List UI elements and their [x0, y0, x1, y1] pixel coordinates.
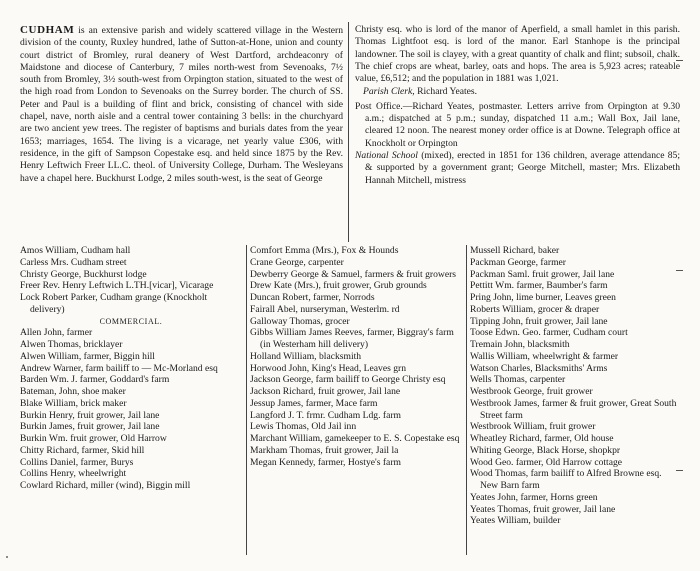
directory-entry: Comfort Emma (Mrs.), Fox & Hounds — [250, 245, 399, 256]
directory-entry: Lock Robert Parker, Cudham grange (Knockholt delivery) — [20, 292, 208, 315]
directory-entry: Lewis Thomas, Old Jail inn — [250, 421, 357, 433]
directory-entry: Jackson Richard, fruit grower, Jail lane — [250, 386, 401, 397]
directory-entry: Burkin Henry, fruit grower, Jail lane — [20, 409, 160, 421]
directory-entry: Yeates John, farmer, Horns green — [470, 491, 598, 503]
directory-entry: Horwood John, King's Head, Leaves grn — [250, 362, 406, 374]
parish-clerk-label: Parish Clerk, — [363, 86, 415, 98]
directory-entry: Dewberry George & Samuel, farmers & fruit growers — [250, 268, 457, 280]
directory-entry: Burkin James, fruit grower, Jail lane — [20, 421, 160, 433]
column-divider-1 — [246, 245, 247, 555]
school-text: (mixed), erected in 1851 for 136 children, average attendance 85; & supported by a government grant; George Mitchell, master; Mrs. Elizabeth Hannah Mitchell, mistress — [365, 149, 681, 186]
directory-entry: Wood Geo. farmer, Old Harrow cottage — [470, 456, 623, 468]
directory-entry: Pettitt Wm. farmer, Baumber's farm — [470, 280, 608, 292]
directory-entry: Packman Saml. fruit grower, Jail lane — [470, 268, 615, 280]
directory-entry: Markham Thomas, fruit grower, Jail la — [250, 444, 399, 456]
directory-entry: Gibbs William James Reeves, farmer, Biggray's farm (in Westerham hill delivery) — [250, 327, 454, 350]
directory-entry: Whiting George, Black Horse, shopkpr — [470, 444, 621, 456]
directory-entry: Langford J. T. frmr. Cudham Ldg. farm — [250, 409, 401, 421]
directory-entry: Jessup James, farmer, Mace farm — [250, 397, 378, 409]
directory-entry: Barden Wm. J. farmer, Goddard's farm — [20, 374, 170, 386]
directory-entry: Fairall Abel, nurseryman, Westerlm. rd — [250, 303, 400, 315]
directory-entry: Amos William, Cudham hall — [20, 245, 131, 256]
directory-entry: Marchant William, gamekeeper to E. S. Copestake esq — [250, 433, 460, 444]
directory-entry: Alwen William, farmer, Biggin hill — [20, 350, 155, 362]
directory-column-1 — [20, 245, 242, 492]
directory-entry: Carless Mrs. Cudham street — [20, 256, 127, 268]
directory-entry: Wells Thomas, carpenter — [470, 374, 566, 386]
directory-entry: Holland William, blacksmith — [250, 350, 362, 362]
parish-clerk-name: Richard Yeates. — [417, 86, 478, 98]
directory-entry: Galloway Thomas, grocer — [250, 315, 350, 327]
directory-entry: Cowlard Richard, miller (wind), Biggin mill — [20, 480, 191, 491]
parish-name: CUDHAM — [20, 24, 75, 36]
directory-entry: Alwen Thomas, bricklayer — [20, 339, 123, 350]
directory-entry: Westbrook George, fruit grower — [470, 386, 593, 397]
directory-entry: Duncan Robert, farmer, Norrods — [250, 292, 375, 303]
margin-tick — [676, 270, 683, 271]
directory-entry: Toose Edwn. Geo. farmer, Cudham court — [470, 327, 628, 339]
post-office-paragraph: Post Office.—Richard Yeates, postmaster. Letters arrive from Orpington at 9.30 a.m.; dispatched at 5 p.m.; sunday, dispatched 11 a.m.; Wall Box, Jail lane, cleared 12 noon. The nearest money order office is at Downe. Telegraph office at Knockholt or Orpington — [355, 100, 680, 149]
directory-entry: Westbrook William, fruit grower — [470, 421, 596, 433]
parish-description-left — [20, 24, 343, 185]
directory-entry: Crane George, carpenter — [250, 256, 344, 268]
directory-entry: Collins Daniel, farmer, Burys — [20, 456, 134, 468]
directory-entry: Chitty Richard, farmer, Skid hill — [20, 444, 145, 456]
directory-entry: Yeates William, builder — [470, 515, 561, 527]
column-divider-2 — [466, 245, 467, 555]
directory-entry: Burkin Wm. fruit grower, Old Harrow — [20, 433, 167, 444]
directory-entry: Jackson George, farm bailiff to George Christy esq — [250, 374, 446, 386]
directory-entry: Bateman, John, shoe maker — [20, 386, 126, 397]
directory-entry: Andrew Warner, farm bailiff to — Mc-Morland esq — [20, 362, 218, 374]
directory-entry: Tremain John, blacksmith — [470, 339, 570, 350]
column-divider-top — [348, 22, 349, 242]
directory-entry: Wood Thomas, farm bailiff to Alfred Browne esq. New Barn farm — [470, 468, 662, 491]
manor-paragraph: Christy esq. who is lord of the manor of Aperfield, a small hamlet in this parish. Thomas Lightfoot esq. is lord of the manor. Earl Stanhope is the principal landowner. The soil is clayey, with a great quantity of chalk and flint; subsoil, chalk. The chief crops are wheat, barley, oats and hops. The area is 5,923 acres; rateable value, £6,512; and the population in 1881 was 1,021. — [355, 24, 680, 85]
directory-entry: Megan Kennedy, farmer, Hostye's farm — [250, 456, 401, 468]
directory-entry: Blake William, brick maker — [20, 397, 127, 409]
directory-entry: Tipping John, fruit grower, Jail lane — [470, 315, 608, 327]
directory-entry: Wheatley Richard, farmer, Old house — [470, 433, 614, 444]
print-speck — [6, 556, 8, 558]
directory-entry: Roberts William, grocer & draper — [470, 303, 600, 315]
directory-entry: Christy George, Buckhurst lodge — [20, 268, 147, 280]
directory-entry: Drew Kate (Mrs.), fruit grower, Grub grounds — [250, 280, 427, 292]
parish-intro-text: is an extensive parish and widely scattered village in the Western division of the county, Ruxley hundred, lathe of Sutton-at-Hone, union and county court district of Bromley, rural deanery of West Dartford, archdeaconry of Maidstone and diocese of Canterbury, 7 miles north-west from Sevenoaks, 7½ south from Bromley, 3½ south-west from Orpington station, situated to the west of the high road from London to Sevenoaks on the Surrey border. The church of SS. Peter and Paul is a building of flint and brick, consisting of chancel with side chapel, nave, north aisle and a central tower containing 3 bells: in the churchyard are two ancient yew trees. The register of baptisms and burials dates from the year 1653; marriages, 1654. The living is a vicarage, net yearly value £306, with residence, in the gift of Sampson Copestake esq. and held since 1875 by the Rev. Henry Leftwich Freer LL.C. theol. of University College, Durham. The Wesleyans have a chapel here. Buckhurst Lodge, 2 miles south-west, is the seat of George — [20, 25, 343, 184]
directory-entry: Allen John, farmer — [20, 327, 93, 339]
margin-tick — [676, 60, 683, 61]
margin-tick — [676, 470, 683, 471]
section-heading: COMMERCIAL. — [99, 316, 163, 326]
directory-entry: Pring John, lime burner, Leaves green — [470, 292, 616, 303]
directory-entry: Collins Henry, wheelwright — [20, 468, 127, 480]
directory-entry: Packman George, farmer — [470, 256, 566, 268]
parish-clerk-line — [355, 86, 680, 98]
directory-entry: Westbrook James, farmer & fruit grower, Great South Street farm — [470, 397, 677, 421]
directory-entry: Wallis William, wheelwright & farmer — [470, 350, 619, 362]
directory-entry: Yeates Thomas, fruit grower, Jail lane — [470, 503, 616, 515]
parish-intro-paragraph — [20, 24, 343, 185]
parish-description-right — [355, 24, 680, 187]
directory-entry: Watson Charles, Blacksmiths' Arms — [470, 362, 608, 374]
directory-column-3 — [470, 245, 682, 527]
school-paragraph — [355, 150, 680, 187]
directory-entry: Mussell Richard, baker — [470, 245, 560, 256]
school-label: National School — [355, 149, 418, 161]
directory-entry: Freer Rev. Henry Leftwich L.TH.[vicar], Vicarage — [20, 280, 214, 292]
directory-column-2 — [250, 245, 462, 468]
